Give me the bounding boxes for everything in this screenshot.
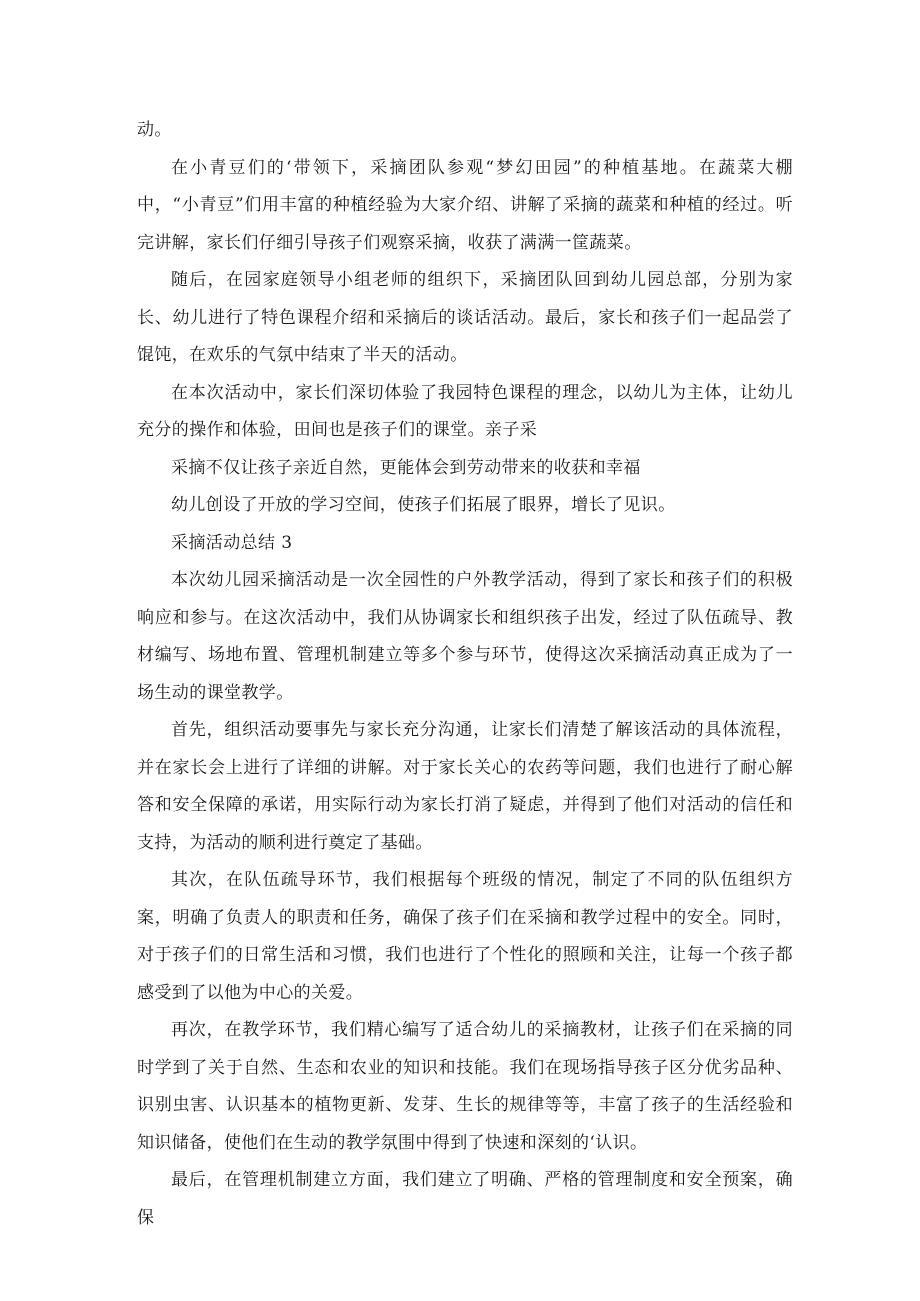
document-body	[137, 112, 793, 1237]
paragraph-picking-benefit: 采摘不仅让孩子亲近自然，更能体会到劳动带来的收获和幸福	[171, 457, 641, 478]
paragraph-continuation: 动。	[137, 120, 172, 140]
paragraph-second: 其次，在队伍疏导环节，我们根据每个班级的情况，制定了不同的队伍组织方案，明确了负责人的职责和任务，确保了孩子们在采摘和教学过程中的安全。同时，对于孩子们的日常生活和习惯，我们也进行了个性化的照顾和关注，让每一个孩子都感受到了以他为中心的关爱。	[137, 870, 793, 1003]
paragraph-first: 首先，组织活动要事先与家长充分沟通，让家长们清楚了解该活动的具体流程，并在家长会上进行了详细的讲解。对于家长关心的农药等问题，我们也进行了耐心解答和安全保障的承诺，用实际行动为家长打消了疑虑，并得到了他们对活动的信任和支持，为活动的顺利进行奠定了基础。	[137, 720, 793, 853]
paragraph-third: 再次，在教学环节，我们精心编写了适合幼儿的采摘教材，让孩子们在采摘的同时学到了关于自然、生态和农业的知识和技能。我们在现场指导孩子区分优劣品种、识别虫害、认识基本的植物更新、发芽、生长的规律等等，丰富了孩子的生活经验和知识储备，使他们在生动的教学氛围中得到了快速和深刻的‘认识。	[137, 1020, 793, 1153]
paragraph-overview: 本次幼儿园采摘活动是一次全园性的户外教学活动，得到了家长和孩子们的积极响应和参与。在这次活动中，我们从协调家长和组织孩子出发，经过了队伍疏导、教材编写、场地布置、管理机制建立等多个参与环节，使得这次采摘活动真正成为了一场生动的课堂教学。	[137, 570, 793, 703]
paragraph-guided-tour: 在小青豆们的‘带领下，采摘团队参观“梦幻田园”的种植基地。在蔬菜大棚中，“小青豆”们用丰富的种植经验为大家介绍、讲解了采摘的蔬菜和种植的经过。听完讲解，家长们仔细引导孩子们观察采摘，收获了满满一筐蔬菜。	[137, 157, 793, 253]
paragraph-afterwards: 随后，在园家庭领导小组老师的组织下，采摘团队回到幼儿园总部，分别为家长、幼儿进行了特色课程介绍和采摘后的谈话活动。最后，家长和孩子们一起品尝了馄饨，在欢乐的气氛中结束了半天的活动。	[137, 270, 793, 365]
paragraph-last: 最后，在管理机制建立方面，我们建立了明确、严格的管理制度和安全预案，确保	[137, 1170, 793, 1228]
section-heading: 采摘活动总结 3	[171, 532, 293, 553]
paragraph-open-space: 幼儿创设了开放的学习空间，使孩子们拓展了眼界，增长了见识。	[171, 495, 676, 515]
paragraph-experience: 在本次活动中，家长们深切体验了我园特色课程的理念，以幼儿为主体，让幼儿充分的操作和体验，田间也是孩子们的课堂。亲子采	[137, 382, 793, 440]
